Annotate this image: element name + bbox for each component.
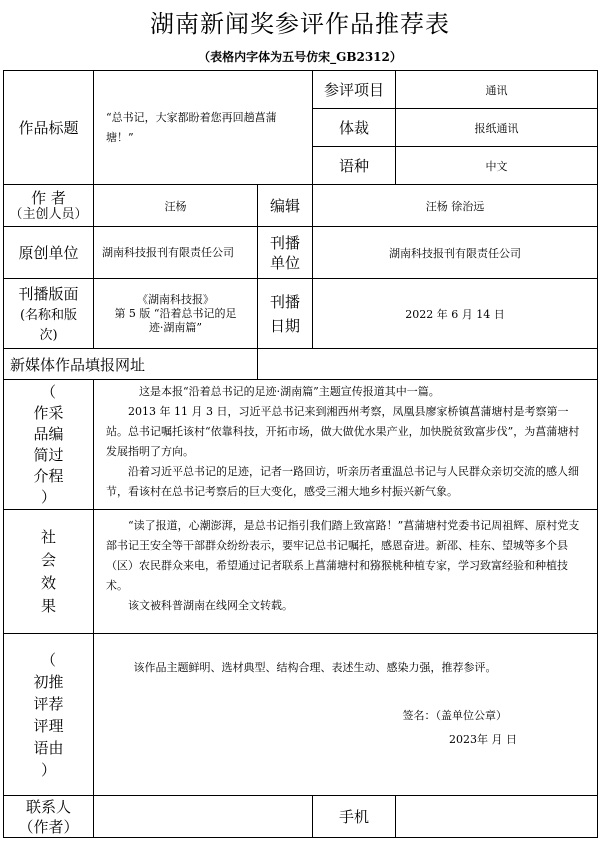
review-label-2: 评荐 <box>33 694 64 713</box>
effect-label-3: 果 <box>40 596 56 615</box>
table-row-review <box>4 634 598 796</box>
title-value[interactable] <box>94 71 313 185</box>
contact-label <box>4 796 94 838</box>
page-subtitle: （表格内字体为五号仿宋_GB2312） <box>198 50 402 64</box>
effect-label-0: 社 <box>40 527 56 546</box>
table-row-intro <box>4 380 598 510</box>
intro-value[interactable] <box>94 380 598 510</box>
genre-value[interactable]: 报纸通讯 <box>396 109 598 147</box>
review-date: 2023年 月 日 <box>449 733 517 746</box>
intro-paragraph: 沿着习近平总书记的足迹，记者一路回访，听亲历者重温总书记与人民群众亲切交流的感人细节，看该村在总书记考察后的巨大变化，感受三湘大地乡村振兴新气象。 <box>106 465 579 498</box>
newmedia-label: 新媒体作品填报网址 <box>4 349 258 380</box>
table-row-title <box>4 71 598 109</box>
language-label: 语种 <box>313 147 396 185</box>
intro-paragraph: 这是本报“沿着总书记的足迹·湖南篇”主题宣传报道其中一篇。 <box>139 385 440 398</box>
author-value[interactable]: 汪杨 <box>94 185 258 227</box>
genre-label: 体裁 <box>313 109 396 147</box>
publisher-label-line2: 单位 <box>269 253 300 272</box>
contact-value[interactable] <box>94 796 313 838</box>
intro-label-4: 介程 <box>33 466 64 485</box>
title-label: 作品标题 <box>4 71 94 185</box>
unit-value[interactable] <box>94 227 258 279</box>
form-table <box>3 70 598 838</box>
contact-label-line1: 联系人 <box>25 797 71 816</box>
category-label: 参评项目 <box>313 71 396 109</box>
intro-label <box>4 380 94 510</box>
review-text: 该作品主题鲜明、选材典型、结构合理、表述生动、感染力强，推荐参评。 <box>133 661 497 674</box>
page-label-line1: 刊播版面 <box>18 284 79 303</box>
review-label-3: 评理 <box>33 716 64 735</box>
title-value-text: “总书记，大家都盼着您再回趟菖蒲塘！” <box>106 110 277 144</box>
page-label <box>4 279 94 349</box>
table-row-author <box>4 185 598 227</box>
phone-value[interactable] <box>396 796 598 838</box>
category-value[interactable]: 通讯 <box>396 71 598 109</box>
unit-label: 原创单位 <box>4 227 94 279</box>
intro-label-2: 品编 <box>33 424 64 443</box>
editor-value[interactable]: 汪杨 徐治远 <box>313 185 598 227</box>
publisher-value[interactable]: 湖南科技报刊有限责任公司 <box>313 227 598 279</box>
author-label <box>4 185 94 227</box>
table-row-page <box>4 279 598 349</box>
intro-label-5: ） <box>40 487 56 506</box>
effect-paragraph: “读了报道，心潮澎湃，是总书记指引我们踏上致富路！”菖蒲塘村党委书记周祖辉、原村党支部书记王安全等干部群众纷纷表示，要牢记总书记嘱托，感恩奋进。新邵、桂东、望城等多个县（区）农民群众来电，希望通过记者联系上菖蒲塘村和猕猴桃种植专家，学习致富经验和种植技术。 <box>106 519 580 592</box>
page-label-line2: (名称和版 <box>19 307 78 323</box>
intro-label-3: 简过 <box>33 445 64 464</box>
publisher-label-line1: 刊播 <box>269 233 300 252</box>
intro-paragraph: 2013 年 11 月 3 日，习近平总书记来到湘西州考察，凤凰县廖家桥镇菖蒲塘村是考察第一站。总书记嘱托该村“依靠科技，开拓市场，做大做优水果产业，加快脱贫致富步伐”，为菖蒲塘村发展指明了方向。 <box>106 405 580 458</box>
page-value-line1: 《湖南科技报》 <box>137 292 214 306</box>
effect-paragraph: 该文被科普湖南在线网全文转载。 <box>128 599 293 612</box>
phone-label: 手机 <box>313 796 396 838</box>
effect-label-1: 会 <box>40 550 56 569</box>
review-label-1: 初推 <box>33 672 64 691</box>
review-label-5: ） <box>40 760 56 779</box>
effect-value[interactable] <box>94 510 598 634</box>
table-row-unit <box>4 227 598 279</box>
table-row-newmedia <box>4 349 598 380</box>
unit-value-text: 湖南科技报刊有限责任公司 <box>102 245 234 259</box>
review-label-4: 语由 <box>33 738 64 757</box>
newmedia-value[interactable] <box>258 349 598 380</box>
intro-label-1: 作采 <box>33 403 64 422</box>
date-value[interactable]: 2022 年 6 月 14 日 <box>313 279 598 349</box>
page-value-line3: 迹·湖南篇” <box>148 320 203 334</box>
table-row-effect <box>4 510 598 634</box>
editor-label: 编辑 <box>258 185 313 227</box>
page-label-line3: 次) <box>39 327 58 343</box>
language-value[interactable]: 中文 <box>396 147 598 185</box>
table-row-contact <box>4 796 598 838</box>
intro-label-0: （ <box>40 382 56 401</box>
date-label-line2: 日期 <box>269 316 300 335</box>
page-value[interactable] <box>94 279 258 349</box>
date-label-line1: 刊播 <box>269 292 300 311</box>
effect-label <box>4 510 94 634</box>
contact-label-line2: （作者） <box>18 817 79 836</box>
review-label-0: （ <box>40 650 56 669</box>
review-value[interactable] <box>94 634 598 796</box>
signature-line: 签名：（盖单位公章） <box>402 709 507 722</box>
page-title: 湖南新闻奖参评作品推荐表 <box>150 10 450 38</box>
recommendation-form <box>3 70 598 838</box>
author-label-line1: 作 者 <box>31 188 66 207</box>
author-label-line2: （主创人员） <box>9 206 88 222</box>
publisher-label <box>258 227 313 279</box>
page-value-line2: 第 5 版 “沿着总书记的足 <box>114 306 237 320</box>
review-label <box>4 634 94 796</box>
effect-label-2: 效 <box>40 573 56 592</box>
date-label <box>258 279 313 349</box>
